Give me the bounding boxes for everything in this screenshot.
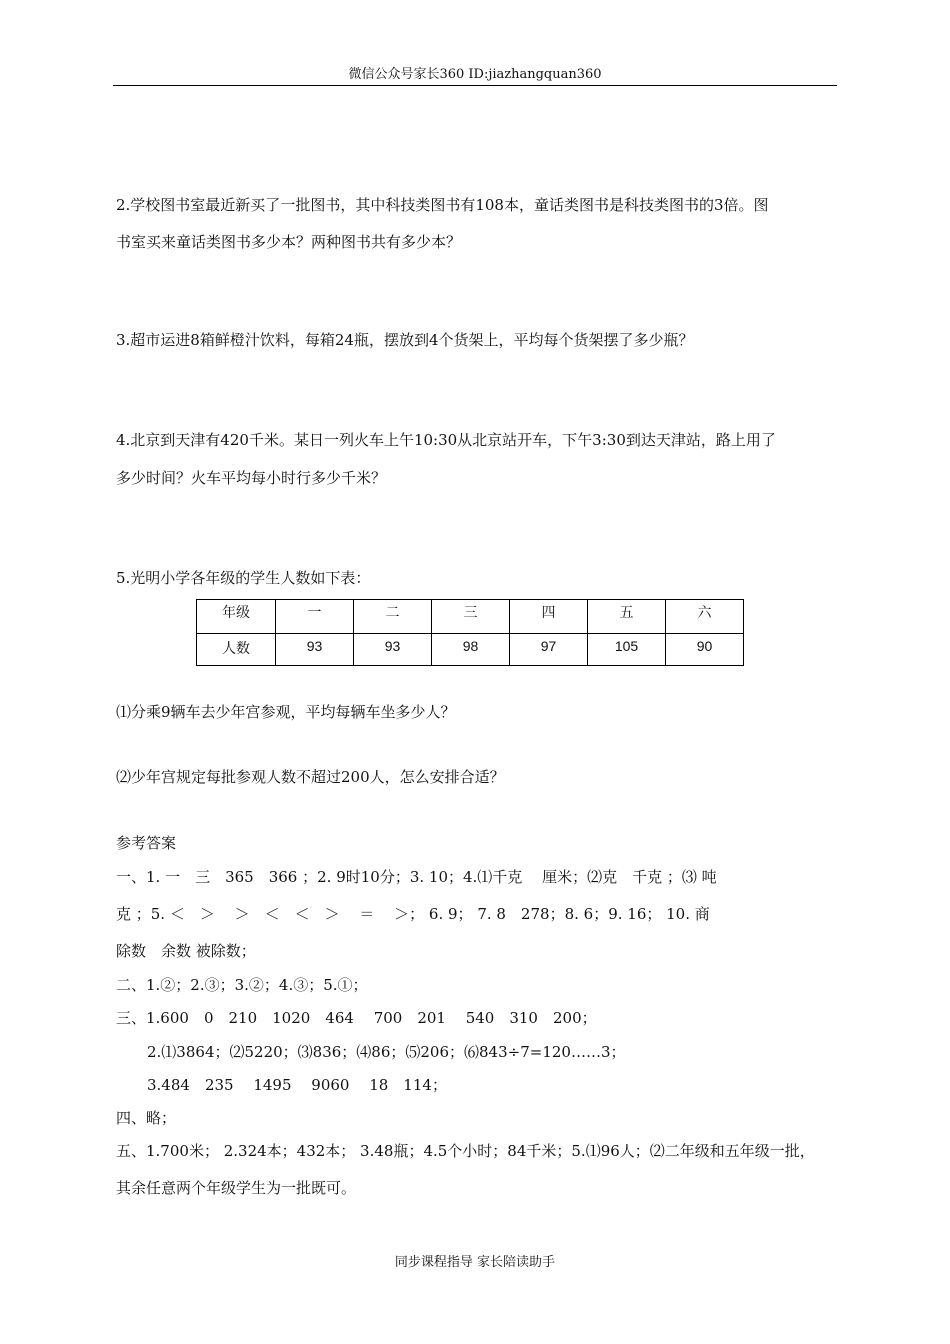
- answer-section-3-line-2: 2.⑴3864；⑵5220；⑶836；⑷86；⑸206；⑹843÷7=120……3；: [147, 1043, 626, 1061]
- table-cell: 93: [276, 634, 354, 666]
- question-2-line-2: 书室买来童话类图书多少本？两种图书共有多少本？: [116, 233, 462, 251]
- table-header-cell: 一: [276, 600, 354, 634]
- table-header-row: [197, 600, 744, 634]
- answers-title: 参考答案: [116, 834, 177, 852]
- table-cell: 人数: [197, 634, 276, 666]
- answer-section-5-line-1: 五、1.700米； 2.324本；432本； 3.48瓶；4.5个小时；84千米；5.⑴96人；⑵二年级和五年级一批，: [116, 1142, 815, 1160]
- page-footer: 同步课程指导 家长陪读助手: [394, 1255, 556, 1270]
- answer-section-2: 二、1.②；2.③；3.②；4.③；5.①；: [116, 976, 368, 994]
- table-header-cell: 年级: [197, 600, 276, 634]
- table-cell: 97: [510, 634, 588, 666]
- question-4-line-1: 4.北京到天津有420千米。某日一列火车上午10:30从北京站开车，下午3:30到达天津站，路上用了: [116, 431, 776, 449]
- table-row: [197, 634, 744, 666]
- header-divider: [113, 85, 837, 86]
- page-header: 微信公众号家长360 ID:jiazhangquan360: [348, 67, 602, 82]
- question-5-part-2: ⑵少年宫规定每批参观人数不超过200人，怎么安排合适？: [116, 768, 505, 786]
- answer-section-4: 四、略；: [116, 1109, 177, 1127]
- question-3: 3.超市运进8箱鲜橙汁饮料，每箱24瓶，摆放到4个货架上，平均每个货架摆了多少瓶？: [116, 331, 694, 349]
- table-cell: 93: [354, 634, 432, 666]
- answer-section-1-line-3: 除数 余数 被除数；: [116, 942, 256, 960]
- answer-section-1-line-1: 一、1. 一 三 365 366 ；2. 9时10分；3. 10；4.⑴千克 厘米；⑵克 千克 ；⑶ 吨: [116, 868, 717, 886]
- table-cell: 98: [432, 634, 510, 666]
- question-4-line-2: 多少时间？火车平均每小时行多少千米？: [116, 469, 387, 487]
- question-5-part-1: ⑴分乘9辆车去少年宫参观，平均每辆车坐多少人？: [116, 703, 456, 721]
- answer-section-5-line-2: 其余任意两个年级学生为一批既可。: [116, 1179, 357, 1197]
- grade-students-table: [196, 599, 744, 666]
- table-header-cell: 三: [432, 600, 510, 634]
- answer-section-3-line-3: 3.484 235 1495 9060 18 114；: [147, 1076, 447, 1094]
- table-cell: 105: [588, 634, 666, 666]
- answer-section-3-line-1: 三、1.600 0 210 1020 464 700 201 540 310 200；: [116, 1009, 597, 1027]
- question-2-line-1: 2.学校图书室最近新买了一批图书，其中科技类图书有108本，童话类图书是科技类图书的3倍。图: [116, 196, 769, 214]
- table-cell: 90: [666, 634, 744, 666]
- question-5: 5.光明小学各年级的学生人数如下表：: [116, 569, 371, 587]
- table-header-cell: 四: [510, 600, 588, 634]
- table-header-cell: 五: [588, 600, 666, 634]
- answer-section-1-line-2: 克 ；5. ＜ ＞ ＞ ＜ ＜ ＞ ＝ ＞； 6. 9； 7. 8 278；8. 6；9. 16； 10. 商: [116, 905, 710, 923]
- table-header-cell: 二: [354, 600, 432, 634]
- table-header-cell: 六: [666, 600, 744, 634]
